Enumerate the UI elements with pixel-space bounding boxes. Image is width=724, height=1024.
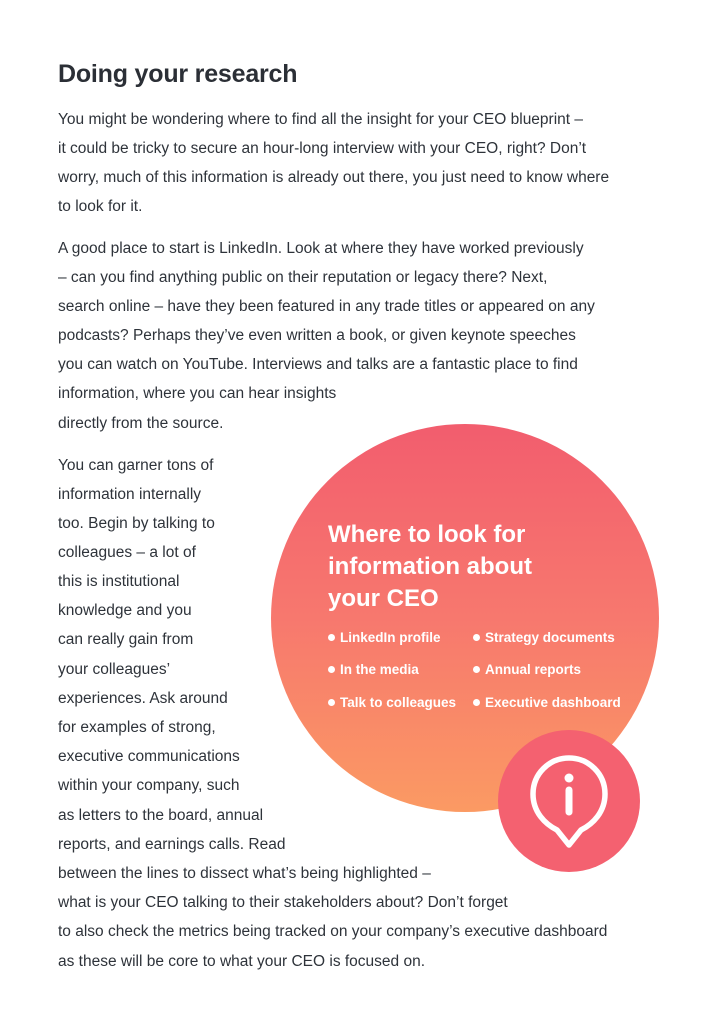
paragraph-line: too. Begin by talking to bbox=[58, 515, 215, 532]
callout-item bbox=[328, 661, 419, 679]
paragraph-line: podcasts? Perhaps they’ve even written a book, or given keynote speeches bbox=[58, 327, 576, 344]
paragraph-line: your colleagues’ bbox=[58, 661, 171, 678]
paragraph-line: this is institutional bbox=[58, 573, 180, 590]
paragraph-line: between the lines to dissect what’s being highlighted – bbox=[58, 865, 431, 882]
callout-title-line: your CEO bbox=[328, 585, 439, 612]
callout-item-label: LinkedIn profile bbox=[340, 630, 441, 645]
paragraph-line: to look for it. bbox=[58, 198, 143, 215]
paragraph-line: as letters to the board, annual bbox=[58, 807, 264, 824]
paragraph-line: – can you find anything public on their reputation or legacy there? Next, bbox=[58, 269, 548, 286]
paragraph-line: information internally bbox=[58, 486, 202, 503]
info-speech-bubble-icon bbox=[498, 730, 640, 872]
paragraph-line: You might be wondering where to find all the insight for your CEO blueprint – bbox=[58, 111, 584, 128]
paragraph-line: you can watch on YouTube. Interviews and talks are a fantastic place to find bbox=[58, 356, 578, 373]
bullet-dot-icon bbox=[473, 634, 480, 641]
bullet-dot-icon bbox=[473, 699, 480, 706]
callout-item bbox=[328, 629, 441, 647]
bullet-dot-icon bbox=[328, 634, 335, 641]
callout-title bbox=[328, 519, 588, 615]
paragraph-line: experiences. Ask around bbox=[58, 690, 228, 707]
paragraph-line: knowledge and you bbox=[58, 602, 192, 619]
paragraph-line: it could be tricky to secure an hour-long interview with your CEO, right? Don’t bbox=[58, 140, 587, 157]
callout-item bbox=[473, 694, 621, 712]
callout-item-label: Talk to colleagues bbox=[340, 695, 457, 710]
paragraph-line: as these will be core to what your CEO is focused on. bbox=[58, 953, 426, 970]
bullet-dot-icon bbox=[473, 666, 480, 673]
paragraph-line: information, where you can hear insights bbox=[58, 385, 337, 402]
paragraph-line: can really gain from bbox=[58, 631, 194, 648]
paragraph-line: executive communications bbox=[58, 748, 240, 765]
bullet-dot-icon bbox=[328, 699, 335, 706]
page-title: Doing your research bbox=[58, 60, 298, 88]
paragraph-line: A good place to start is LinkedIn. Look at where they have worked previously bbox=[58, 240, 584, 257]
callout-item-label: In the media bbox=[340, 662, 419, 677]
paragraph-line: reports, and earnings calls. Read bbox=[58, 836, 286, 853]
paragraph-line: worry, much of this information is already out there, you just need to know where bbox=[58, 169, 610, 186]
paragraph-line: directly from the source. bbox=[58, 415, 224, 432]
paragraph-line: colleagues – a lot of bbox=[58, 544, 196, 561]
paragraph-line: within your company, such bbox=[58, 777, 240, 794]
bullet-dot-icon bbox=[328, 666, 335, 673]
callout-item-label: Executive dashboard bbox=[485, 695, 621, 710]
paragraph-line: for examples of strong, bbox=[58, 719, 216, 736]
paragraph-line: what is your CEO talking to their stakeholders about? Don’t forget bbox=[58, 894, 508, 911]
callout-item-label: Strategy documents bbox=[485, 630, 615, 645]
paragraph-line: to also check the metrics being tracked on your company’s executive dashboard bbox=[58, 923, 608, 940]
callout-title-line: information about bbox=[328, 553, 532, 580]
paragraph-line: search online – have they been featured in any trade titles or appeared on any bbox=[58, 298, 595, 315]
callout-item bbox=[473, 629, 615, 647]
callout-title-line: Where to look for bbox=[328, 521, 526, 548]
paragraph-line: You can garner tons of bbox=[58, 457, 214, 474]
callout-item bbox=[328, 694, 456, 712]
callout-item bbox=[473, 661, 581, 679]
callout-item-label: Annual reports bbox=[485, 662, 582, 677]
info-badge bbox=[498, 730, 640, 872]
